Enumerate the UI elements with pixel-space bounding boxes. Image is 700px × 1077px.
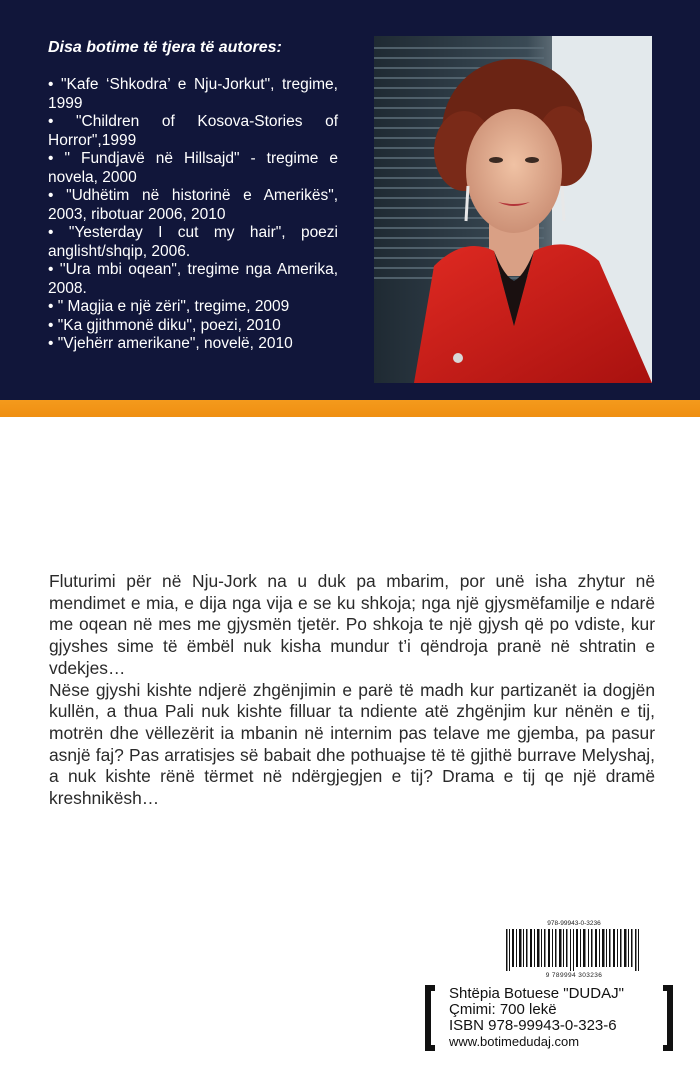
work-item: • " Fundjavë në Hillsajd" - tregime e novela, 2000 — [48, 150, 338, 187]
isbn-barcode — [500, 920, 648, 983]
book-isbn: ISBN 978-99943-0-323-6 — [449, 1017, 617, 1034]
book-price: Çmimi: 700 lekë — [449, 1001, 557, 1018]
barcode-bars — [504, 929, 644, 971]
other-works-title: Disa botime të tjera të autores: — [48, 39, 282, 56]
orange-divider-bar — [0, 400, 700, 417]
barcode-bottom-number: 9 789994 303236 — [545, 972, 603, 979]
author-portrait-illustration — [374, 36, 652, 383]
work-item: • " Magjia e një zëri", tregime, 2009 — [48, 298, 338, 317]
publisher-website: www.botimedudaj.com — [449, 1034, 580, 1049]
work-item: • "Yesterday I cut my hair", poezi anglisht/shqip, 2006. — [48, 224, 338, 261]
barcode-top-number: 978-99943-0-3236 — [547, 920, 601, 927]
other-works-list — [48, 76, 338, 354]
author-portrait-photo — [374, 36, 652, 383]
work-item: • "Children of Kosova-Stories of Horror",1999 — [48, 113, 338, 150]
blurb-paragraph: Fluturimi për në Nju-Jork na u duk pa mbarim, por unë isha zhytur në mendimet e mia, e dija nga vija e se ku shkoja; nga një gjysmëfamilje e ndarë me oqean në mes me gjysmën tjetër. Po shkoja te një gjysh që po vdiste, kur gjyshes sime të ëmbël nuk kisha mundur t’i qëndroja pranë në shtratin e vdekjes… — [49, 571, 655, 678]
work-item: • ''Ura mbi oqean", tregime nga Amerika, 2008. — [48, 261, 338, 298]
work-item: • "Kafe ‘Shkodra’ e Nju-Jorkut", tregime, 1999 — [48, 76, 338, 113]
publisher-name: Shtëpia Botuese "DUDAJ" — [449, 985, 624, 1002]
publisher-lines — [449, 986, 654, 1050]
left-bracket — [425, 985, 435, 1051]
work-item: • "Udhëtim në historinë e Amerikës", 2003, ribotuar 2006, 2010 — [48, 187, 338, 224]
publisher-info-box — [425, 985, 673, 1051]
back-cover-blurb — [49, 571, 655, 810]
work-item: • "Ka gjithmonë diku", poezi, 2010 — [48, 317, 338, 336]
blurb-paragraph: Nëse gjyshi kishte ndjerë zhgënjimin e parë të madh kur partizanët ia dogjën kullën, a thua Pali nuk kishte filluar ta ndiente atë zhgënjim kur nënën e tij, motrën dhe vëllezërit ia mbanin në internim pas telave me gjemba, pa pasur asnjë faj? Pas arratisjes së babait dhe pothuajse të të gjithë burrave Melyshaj, a nuk kishte rënë tërmet në ndërgjegjen e tij? Drama e tij qe një dramë kreshnikësh… — [49, 679, 655, 809]
right-bracket — [663, 985, 673, 1051]
work-item: • "Vjehërr amerikane", novelë, 2010 — [48, 335, 338, 354]
